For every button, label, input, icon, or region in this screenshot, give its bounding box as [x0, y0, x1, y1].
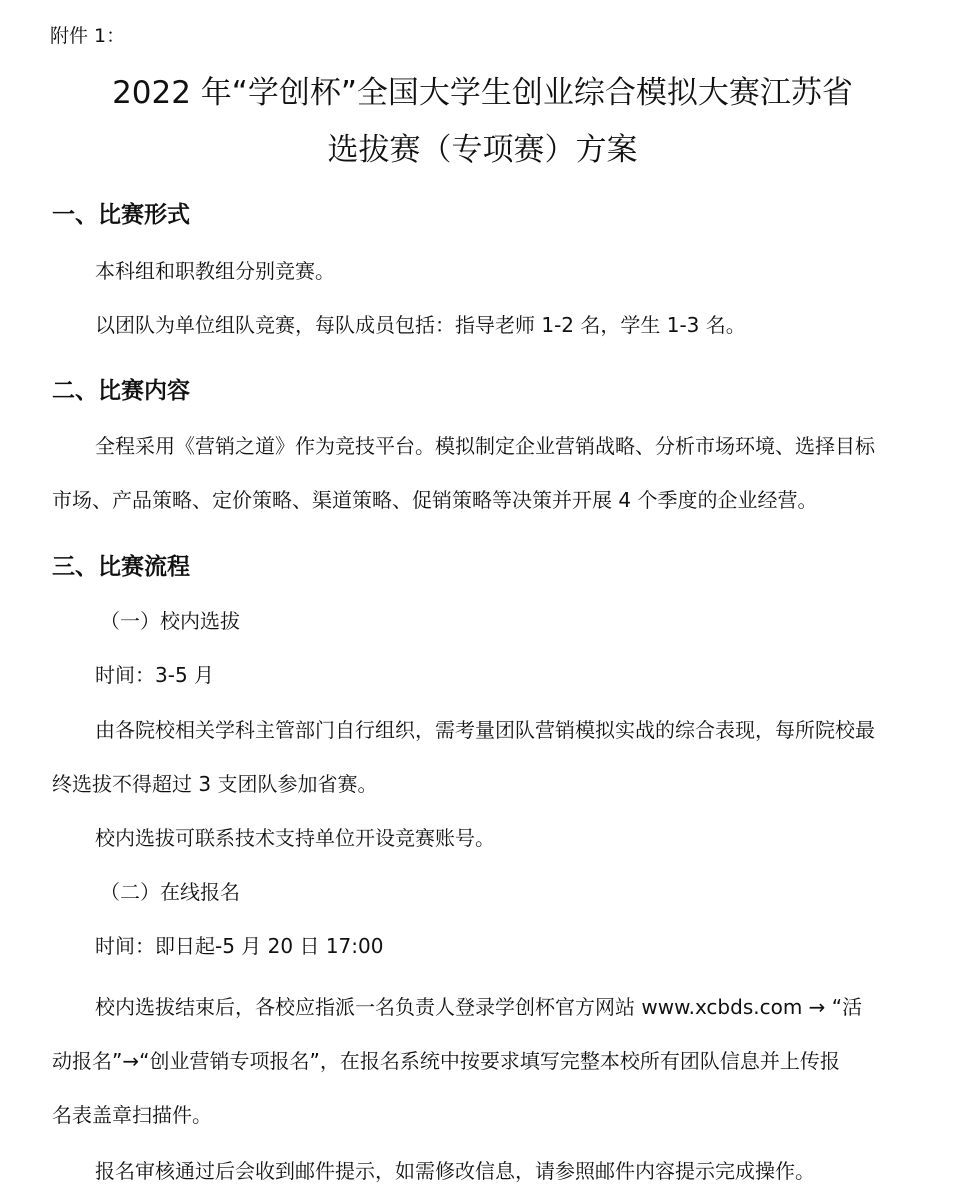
attachment-label: 附件 1： [50, 25, 126, 47]
time-line: 时间：3-5 月 [95, 663, 215, 687]
section-heading-format: 一、比赛形式 [52, 202, 190, 228]
paragraph-line: 动报名”→“创业营销专项报名”，在报名系统中按要求填写完整本校所有团队信息并上传报 [52, 1049, 840, 1073]
paragraph: 报名审核通过后会收到邮件提示，如需修改信息，请参照邮件内容提示完成操作。 [95, 1159, 815, 1183]
paragraph-line: 终选拔不得超过 3 支团队参加省赛。 [52, 772, 378, 796]
paragraph: 校内选拔可联系技术支持单位开设竞赛账号。 [95, 826, 495, 850]
paragraph-line: 全程采用《营销之道》作为竞技平台。模拟制定企业营销战略、分析市场环境、选择目标 [95, 434, 875, 458]
subsection-title-school-selection: （一）校内选拔 [100, 609, 240, 633]
document-title-line-1: 2022 年“学创杯”全国大学生创业综合模拟大赛江苏省 [112, 75, 853, 111]
time-line: 时间：即日起-5 月 20 日 17:00 [95, 934, 384, 958]
section-heading-content: 二、比赛内容 [52, 378, 190, 404]
paragraph: 本科组和职教组分别竞赛。 [95, 259, 335, 283]
section-heading-process: 三、比赛流程 [52, 554, 190, 580]
paragraph-line: 市场、产品策略、定价策略、渠道策略、促销策略等决策并开展 4 个季度的企业经营。 [52, 488, 818, 512]
paragraph: 以团队为单位组队竞赛，每队成员包括：指导老师 1-2 名，学生 1-3 名。 [95, 313, 746, 337]
document-title-line-2: 选拔赛（专项赛）方案 [327, 132, 638, 168]
paragraph-line: 名表盖章扫描件。 [52, 1103, 212, 1127]
paragraph-line: 由各院校相关学科主管部门自行组织，需考量团队营销模拟实战的综合表现，每所院校最 [95, 718, 875, 742]
subsection-title-online-registration: （二）在线报名 [100, 880, 240, 904]
paragraph-line: 校内选拔结束后，各校应指派一名负责人登录学创杯官方网站 www.xcbds.com → “活 [95, 995, 863, 1019]
